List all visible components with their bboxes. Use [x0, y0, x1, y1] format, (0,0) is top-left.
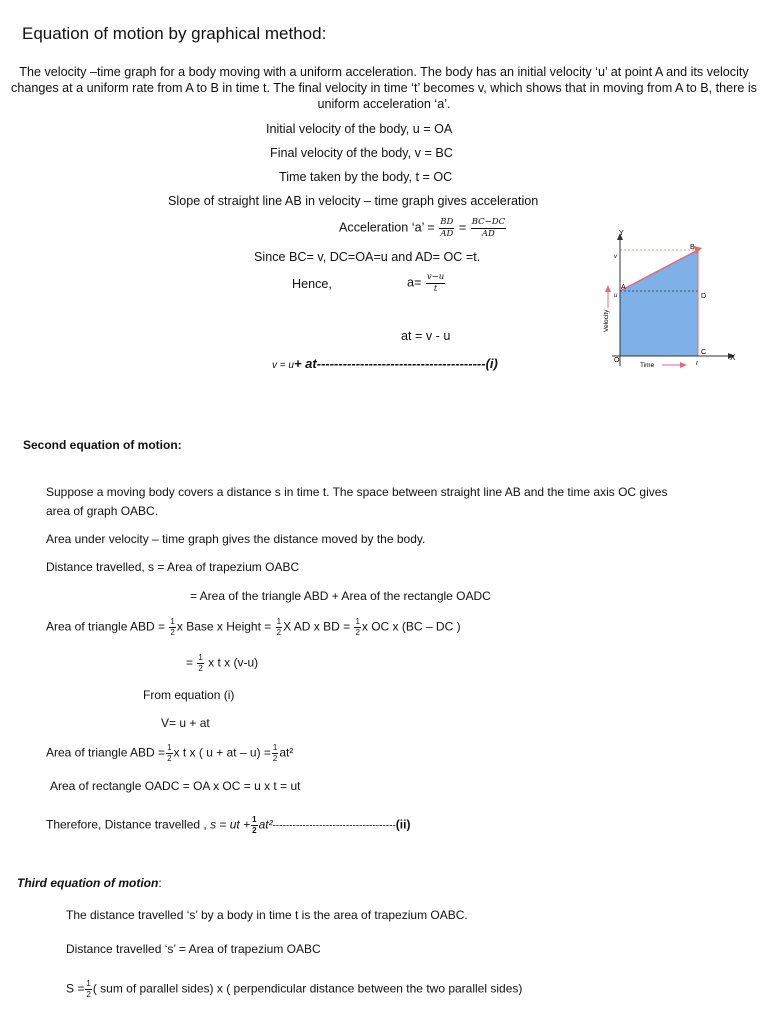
tri-ad-bd: X AD x BD =: [283, 619, 351, 634]
fraction-v-u-t: [426, 273, 445, 293]
second-p4: = Area of the triangle ABD + Area of the rectangle OADC: [190, 589, 491, 603]
equals-sign: =: [186, 655, 194, 670]
tri3-at2: at²: [279, 745, 294, 760]
numerator: 1: [198, 653, 203, 662]
at-line: at = v - u: [401, 329, 451, 343]
numerator: 1: [272, 743, 278, 752]
numerator: 1: [355, 617, 360, 626]
third-s-formula: [66, 980, 522, 999]
denominator: AD: [440, 228, 454, 239]
denominator: AD: [481, 228, 495, 239]
point-o: O: [614, 357, 620, 364]
point-c: C: [701, 349, 707, 356]
intro-paragraph: The velocity –time graph for a body moving with a uniform acceleration. The body has an initial velocity ‘u’ at point A and its velocity changes at a uniform rate from A to B in time t. The final velocity in time ‘t’ becomes v, which shows that in moving from A to B, there is uniform acceleration ‘a’.: [11, 65, 757, 111]
denominator: 2: [252, 826, 257, 835]
v-tick: v: [614, 254, 617, 260]
numerator: BD: [440, 217, 454, 227]
eq1-lhs: v = u: [272, 360, 294, 371]
slope-line: Slope of straight line AB in velocity – time graph gives acceleration: [168, 194, 539, 208]
therefore-text: Therefore, Distance travelled ,: [46, 817, 211, 832]
y-axis-label: Y: [619, 230, 624, 237]
tri-oc: x OC x (BC – DC ): [361, 619, 461, 634]
a-formula: [407, 273, 446, 293]
s-formula-body: ( sum of parallel sides) x ( perpendicular distance between the two parallel sides): [92, 981, 523, 996]
second-p3: Distance travelled, s = Area of trapezium OABC: [46, 560, 300, 574]
t-tick: t: [696, 361, 698, 367]
fraction-half: [276, 618, 282, 637]
final-velocity-line: Final velocity of the body, v = BC: [270, 146, 453, 160]
equals-sign: =: [458, 220, 467, 235]
denominator: 2: [355, 628, 360, 637]
time-label: Time: [640, 362, 655, 369]
eq2-label: (ii): [395, 817, 411, 832]
s-eq: s = ut +: [210, 817, 251, 832]
fraction-bc-dc-ad: [471, 218, 506, 238]
v-equation: V= u + at: [161, 716, 210, 730]
fraction-bd-ad: [439, 218, 454, 238]
a-equals: a=: [407, 275, 422, 290]
fraction-half: [85, 980, 91, 999]
third-heading: [17, 876, 162, 890]
second-heading: Second equation of motion:: [23, 438, 182, 452]
page-title: Equation of motion by graphical method:: [22, 24, 327, 43]
acceleration-label: Acceleration ‘a’ =: [339, 220, 435, 235]
hence-label: Hence,: [292, 277, 332, 291]
third-heading-colon: :: [158, 876, 162, 890]
fraction-half: [169, 618, 175, 637]
tri-lhs: Area of triangle ABD =: [46, 619, 166, 634]
point-b: B: [690, 244, 695, 251]
rectangle-area: Area of rectangle OADC = OA x OC = u x t = ut: [50, 779, 301, 793]
fraction-half: [251, 816, 257, 835]
point-d: D: [701, 293, 707, 300]
second-equation: [46, 816, 410, 835]
second-p1-line2: area of graph OABC.: [46, 504, 159, 518]
numerator: 1: [167, 743, 172, 752]
triangle-area-line1: [46, 618, 461, 637]
numerator: 1: [276, 617, 282, 626]
velocity-time-graph: [590, 228, 750, 376]
tri-t-vu: x t x (v-u): [204, 655, 259, 670]
tri3-mid: x t x ( u + at – u) =: [173, 745, 271, 760]
u-tick: u: [614, 293, 618, 299]
eq2-dashes: -------------------------------------: [272, 820, 396, 832]
second-p1-line1: Suppose a moving body covers a distance s in time t. The space between straight line AB and the time axis OC gives: [46, 485, 668, 499]
x-axis-label: X: [730, 353, 736, 362]
denominator: t: [433, 283, 438, 294]
fraction-half: [166, 744, 172, 763]
denominator: 2: [198, 664, 203, 673]
velocity-arrow-head: [605, 285, 611, 292]
denominator: 2: [272, 754, 278, 763]
numerator: BC−DC: [471, 217, 506, 227]
fraction-half: [197, 654, 203, 673]
denominator: 2: [276, 628, 282, 637]
velocity-label: Velocity: [603, 309, 610, 332]
tri3-lhs: Area of triangle ABD =: [46, 745, 166, 760]
denominator: 2: [167, 754, 172, 763]
trapezium-oabc: [620, 250, 698, 356]
numerator: 1: [86, 979, 91, 988]
fraction-half: [354, 618, 360, 637]
acceleration-formula: [339, 218, 507, 238]
numerator: 1: [170, 617, 175, 626]
eq1-at: + at: [293, 356, 317, 371]
initial-velocity-line: Initial velocity of the body, u = OA: [266, 122, 453, 136]
third-p2: Distance travelled ‘s’ = Area of trapezium OABC: [66, 942, 321, 956]
numerator: v−u: [426, 272, 445, 282]
time-arrow-head: [680, 362, 687, 368]
third-p1: The distance travelled ‘s’ by a body in time t is the area of trapezium OABC.: [66, 908, 468, 922]
point-a: A: [621, 284, 626, 291]
denominator: 2: [170, 628, 175, 637]
denominator: 2: [86, 990, 91, 999]
s-at2: at²: [258, 817, 273, 832]
time-taken-line: Time taken by the body, t = OC: [279, 170, 453, 184]
numerator: 1: [252, 815, 257, 824]
eq1-dashes: ---------------------------------------(i): [316, 356, 498, 371]
second-p2: Area under velocity – time graph gives the distance moved by the body.: [46, 532, 426, 546]
third-heading-text: Third equation of motion: [17, 876, 159, 890]
fraction-half: [272, 744, 278, 763]
s-equals: S =: [66, 981, 85, 996]
first-equation: [272, 356, 498, 371]
since-line: Since BC= v, DC=OA=u and AD= OC =t.: [254, 250, 481, 264]
tri-base-height: x Base x Height =: [176, 619, 272, 634]
triangle-area-line2: [186, 654, 258, 673]
triangle-area-line3: [46, 744, 293, 763]
from-equation: From equation (i): [143, 688, 235, 702]
